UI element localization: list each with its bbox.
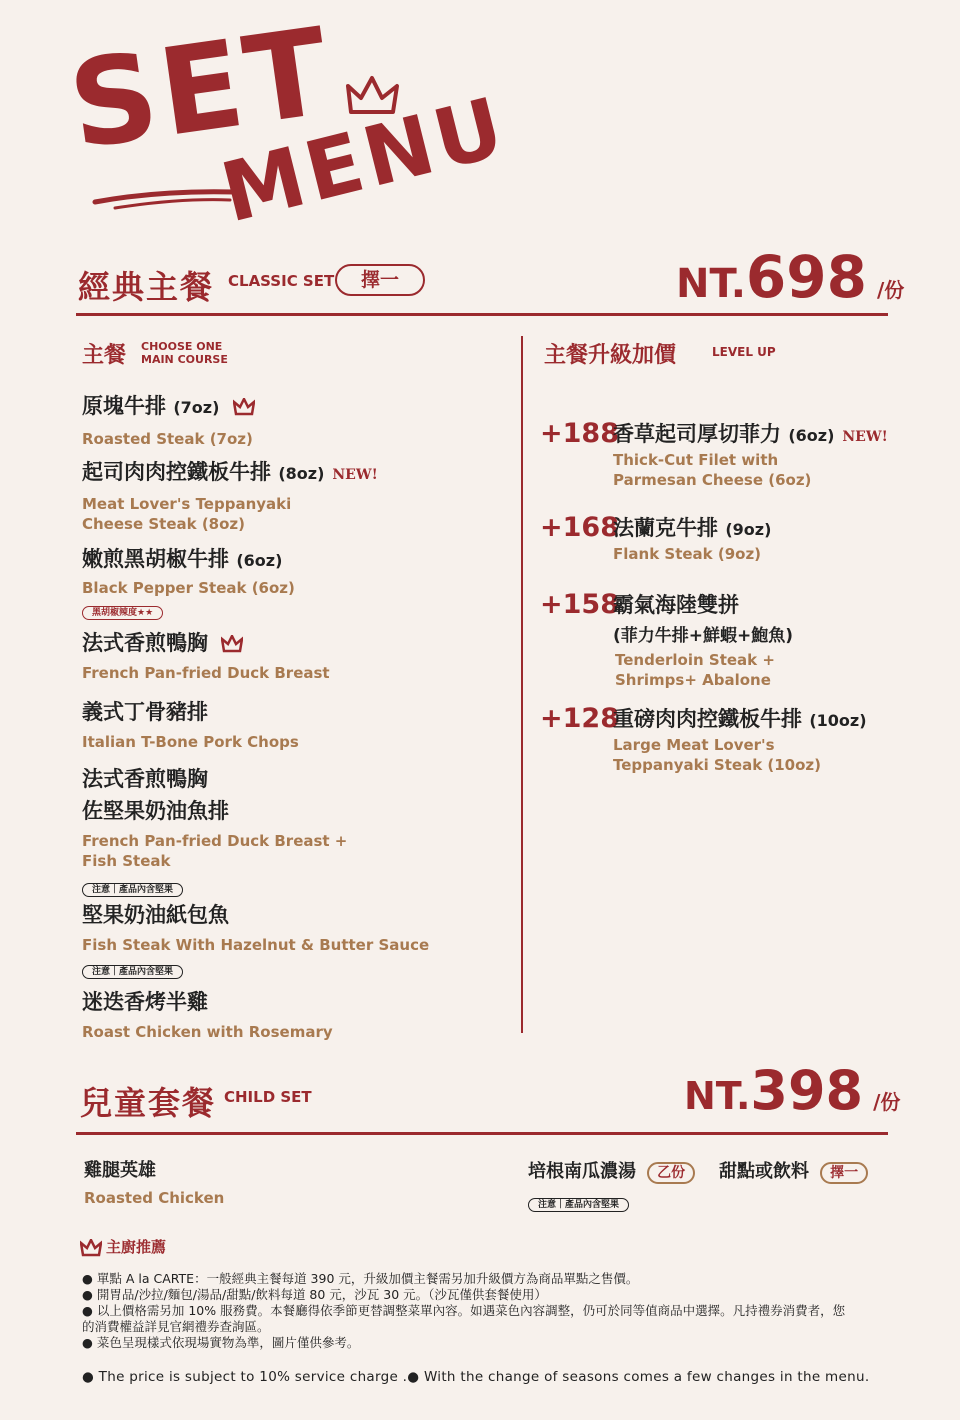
crown-icon [80,1239,102,1257]
crown-icon [345,74,401,118]
main-course-heading-en: CHOOSE ONE MAIN COURSE [141,340,228,366]
crown-icon [233,398,255,416]
menu-item: 義式丁骨豬排 Italian T-Bone Pork Chops [82,700,299,751]
main-course-heading: 主餐 [82,343,127,368]
classic-title: 經典主餐 [78,268,215,306]
child-title: 兒童套餐 [80,1084,217,1122]
menu-item: 堅果奶油紙包魚 Fish Steak With Hazelnut & Butter Sauce 注意｜產品內含堅果 [82,903,430,977]
menu-item: 原塊牛排 (7oz) Roasted Steak (7oz) [82,394,253,448]
choose-one-pill: 擇一 [335,264,425,296]
classic-divider [76,313,888,316]
footer-notes: ● 單點 A la CARTE：一般經典主餐每道 390 元，升級加價主餐需另加升級價方為商品單點之售價。 ● 開胃品/沙拉/麵包/湯品/甜點/飲料每道 80 元，沙瓦 30 元。（沙瓦僅供套餐使用） ● 以上價格需另加 10% 服務費。本餐廳得依季節更替調整菜單內容。如遇菜色內容調整，仍可於同等值商品中選擇。凡持禮券消費者，您 的消費權益詳見官網禮券查詢區。 ● 菜色呈現樣式依現場實物為準，圖片僅供參考。 [82,1271,846,1350]
soup-pill: 乙份 [647,1162,695,1184]
classic-price: NT.698 /份 [676,243,905,311]
chef-recommend: 主廚推薦 [80,1236,166,1257]
title-menu: MENU [212,79,516,242]
brush-stroke [90,182,240,212]
child-title-en: CHILD SET [224,1088,312,1106]
crown-icon [221,635,243,653]
classic-title-en: CLASSIC SET [228,272,335,290]
dessert-pill: 擇一 [820,1162,868,1184]
menu-item: 法式香煎鴨胸 French Pan-fried Duck Breast [82,631,330,682]
footer-english: ● The price is subject to 10% service charge .● With the change of seasons comes a few changes in the menu. [82,1369,870,1385]
child-price: NT.398 /份 [684,1059,901,1122]
column-divider [521,336,523,1033]
upgrade-heading: 主餐升級加價 [544,343,677,368]
spicy-tag: 黑胡椒辣度★★ [82,606,163,620]
upgrade-heading-en: LEVEL UP [712,345,776,359]
nut-warning-tag: 注意｜產品內含堅果 [82,965,183,979]
child-main: 雞腿英雄 Roasted Chicken [84,1160,225,1207]
child-dessert: 甜點或飲料 擇一 [719,1157,868,1184]
menu-item: 法式香煎鴨胸 佐堅果奶油魚排 French Pan-fried Duck Breast + Fish Steak 注意｜產品內含堅果 [82,767,348,895]
nut-warning-tag: 注意｜產品內含堅果 [82,883,183,897]
menu-item: 迷迭香烤半雞 Roast Chicken with Rosemary [82,990,333,1041]
child-divider [76,1132,888,1135]
menu-item: 起司肉肉控鐵板牛排 (8oz) NEW! Meat Lover's Teppanyaki Cheese Steak (8oz) [82,460,378,533]
child-soup: 培根南瓜濃湯 乙份 注意｜產品內含堅果 [528,1157,695,1211]
menu-item: 嫩煎黑胡椒牛排 (6oz) Black Pepper Steak (6oz) 黑胡椒辣度★★ [82,547,295,618]
title-set: SET [61,2,341,177]
nut-warning-tag: 注意｜產品內含堅果 [528,1198,629,1212]
